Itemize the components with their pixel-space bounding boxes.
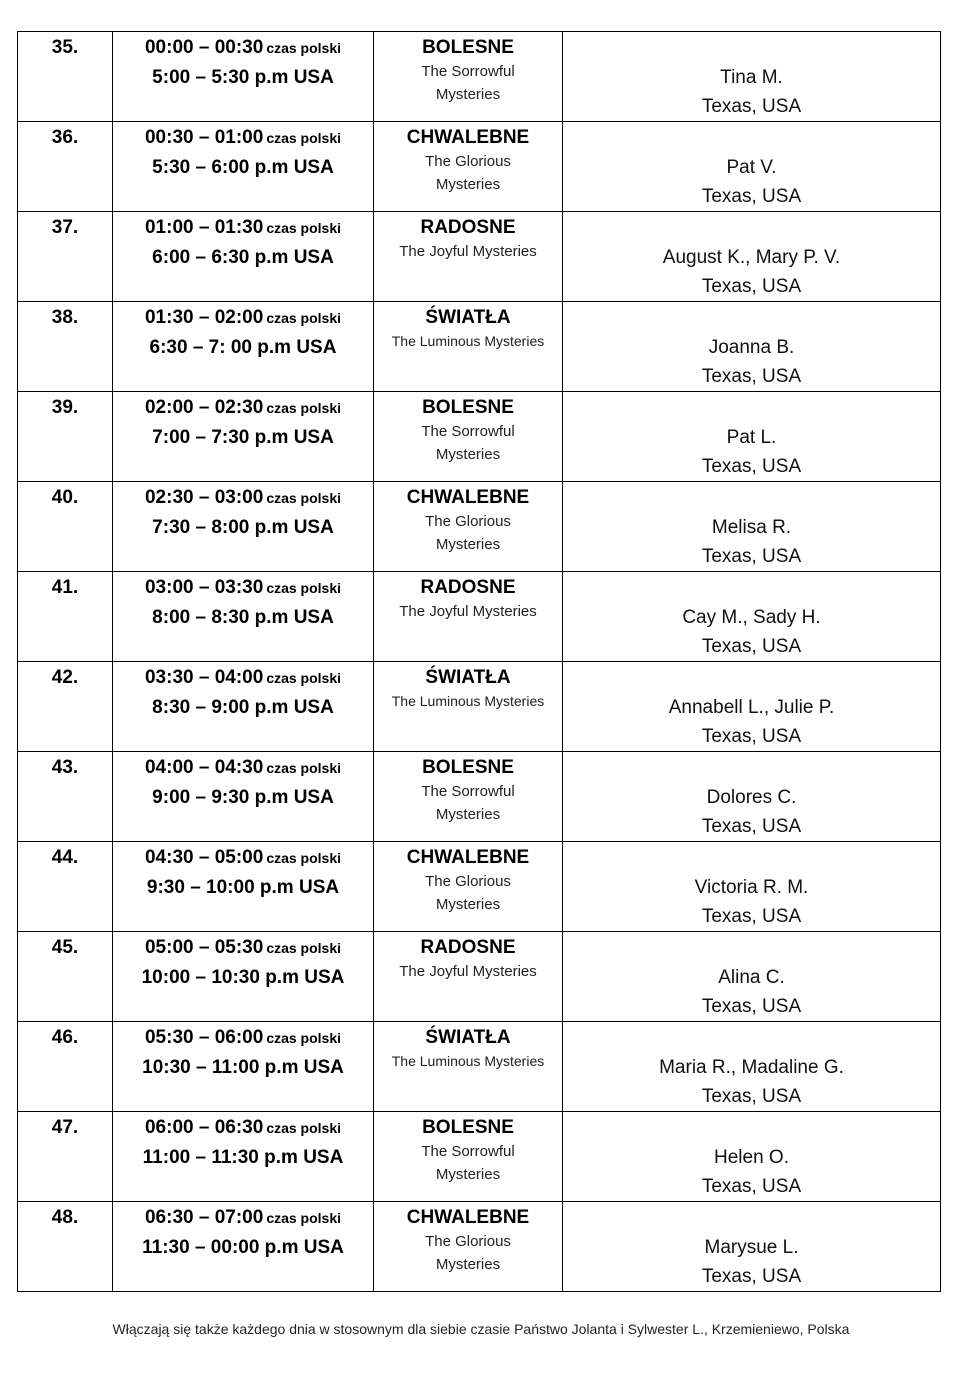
mystery-english: The Joyful Mysteries [399,603,537,620]
row-number: 43. [51,757,79,778]
participant-location: Texas, USA [701,366,802,387]
participant-location: Texas, USA [701,456,802,477]
participant-name: Marysue L. [704,1237,799,1258]
row-number: 48. [51,1207,79,1228]
participant-cell [563,302,941,392]
participant-location: Texas, USA [701,546,802,567]
usa-time: 6:30 – 7: 00 p.m USA [149,337,337,358]
participant-name: August K., Mary P. V. [662,247,841,268]
polish-time-label: czas polski [266,1120,342,1136]
polish-time [113,392,373,418]
participant-block [563,572,940,661]
participant-location: Texas, USA [701,636,802,657]
row-number: 39. [51,397,79,418]
mystery-english: The Glorious Mysteries [425,513,511,553]
mystery-english: The Luminous Mysteries [391,693,545,709]
mystery-name: RADOSNE [420,937,516,958]
usa-time: 7:00 – 7:30 p.m USA [152,427,334,448]
participant-block [563,932,940,1021]
rosary-schedule-table [17,31,941,1292]
mystery-cell [374,392,563,482]
mystery-cell [374,1022,563,1112]
participant-name: Pat V. [726,157,777,178]
row-number-cell [18,1202,113,1292]
participant-block [563,482,940,571]
row-number: 35. [51,37,79,58]
row-number-cell [18,1022,113,1112]
polish-time [113,212,373,238]
mystery-cell [374,122,563,212]
mystery-name: CHWALEBNE [406,127,530,148]
polish-time-label: czas polski [266,490,342,506]
polish-time-range: 00:00 – 00:30 [144,37,264,58]
polish-time-range: 02:30 – 03:00 [144,487,264,508]
polish-time-range: 01:30 – 02:00 [144,307,264,328]
polish-time-range: 04:00 – 04:30 [144,757,264,778]
row-number: 42. [51,667,79,688]
polish-time [113,1022,373,1048]
polish-time [113,842,373,868]
row-number-cell [18,302,113,392]
mystery-english: The Joyful Mysteries [399,243,537,260]
mystery-english: The Sorrowful Mysteries [421,1143,515,1183]
schedule-body [18,32,941,1292]
row-number-cell [18,482,113,572]
row-number-cell [18,572,113,662]
time-cell [113,392,374,482]
row-number: 37. [51,217,79,238]
polish-time [113,752,373,778]
participant-location: Texas, USA [701,906,802,927]
time-cell [113,932,374,1022]
polish-time-label: czas polski [266,130,342,146]
usa-time: 5:30 – 6:00 p.m USA [152,157,334,178]
time-cell [113,1112,374,1202]
participant-block [563,302,940,391]
participant-cell [563,122,941,212]
participant-cell [563,1022,941,1112]
table-row [18,1022,941,1112]
mystery-english: The Sorrowful Mysteries [421,423,515,463]
mystery-cell [374,1202,563,1292]
polish-time-label: czas polski [266,670,342,686]
polish-time-range: 06:00 – 06:30 [144,1117,264,1138]
row-number: 46. [51,1027,79,1048]
participant-location: Texas, USA [701,1176,802,1197]
mystery-cell [374,32,563,122]
row-number-cell [18,842,113,932]
table-row [18,212,941,302]
mystery-english: The Joyful Mysteries [399,963,537,980]
polish-time [113,932,373,958]
polish-time-range: 04:30 – 05:00 [144,847,264,868]
polish-time-label: czas polski [266,940,342,956]
participant-block [563,392,940,481]
usa-time: 7:30 – 8:00 p.m USA [152,517,334,538]
mystery-cell [374,1112,563,1202]
row-number-cell [18,1112,113,1202]
mystery-cell [374,302,563,392]
mystery-name: CHWALEBNE [406,847,530,868]
usa-time: 8:00 – 8:30 p.m USA [152,607,334,628]
time-cell [113,32,374,122]
usa-time: 9:30 – 10:00 p.m USA [146,877,340,898]
table-row [18,32,941,122]
participant-location: Texas, USA [701,1086,802,1107]
row-number: 45. [51,937,79,958]
polish-time-label: czas polski [266,220,342,236]
table-row [18,1202,941,1292]
row-number: 36. [51,127,79,148]
row-number-cell [18,212,113,302]
mystery-english: The Luminous Mysteries [391,333,545,349]
participant-name: Maria R., Madaline G. [659,1057,844,1078]
polish-time-label: czas polski [266,580,342,596]
participant-name: Tina M. [720,67,783,88]
participant-name: Joanna B. [708,337,795,358]
participant-block [563,752,940,841]
row-number: 38. [51,307,79,328]
time-cell [113,662,374,752]
participant-name: Alina C. [718,967,785,988]
polish-time-range: 01:00 – 01:30 [144,217,264,238]
usa-time: 11:30 – 00:00 p.m USA [142,1237,344,1258]
participant-cell [563,482,941,572]
time-cell [113,752,374,842]
table-row [18,662,941,752]
polish-time-label: czas polski [266,40,342,56]
table-row [18,842,941,932]
mystery-cell [374,212,563,302]
table-row [18,482,941,572]
polish-time-label: czas polski [266,850,342,866]
mystery-cell [374,932,563,1022]
usa-time: 5:00 – 5:30 p.m USA [152,67,334,88]
polish-time-range: 00:30 – 01:00 [144,127,264,148]
participant-block [563,1112,940,1201]
participant-name: Cay M., Sady H. [682,607,821,628]
usa-time: 6:00 – 6:30 p.m USA [152,247,334,268]
row-number-cell [18,122,113,212]
mystery-cell [374,842,563,932]
polish-time-label: czas polski [266,400,342,416]
row-number: 47. [51,1117,79,1138]
row-number-cell [18,752,113,842]
mystery-english: The Glorious Mysteries [425,873,511,913]
polish-time [113,302,373,328]
participant-location: Texas, USA [701,276,802,297]
participant-cell [563,212,941,302]
participant-cell [563,392,941,482]
participant-cell [563,752,941,842]
participant-block [563,1022,940,1111]
time-cell [113,572,374,662]
participant-block [563,1202,940,1291]
participant-block [563,662,940,751]
time-cell [113,842,374,932]
polish-time-range: 02:00 – 02:30 [144,397,264,418]
participant-cell [563,1112,941,1202]
polish-time-range: 03:00 – 03:30 [144,577,264,598]
participant-name: Melisa R. [711,517,792,538]
participant-name: Helen O. [714,1147,789,1168]
mystery-name: ŚWIATŁA [425,1027,511,1048]
polish-time [113,1202,373,1228]
row-number-cell [18,32,113,122]
table-row [18,572,941,662]
polish-time [113,1112,373,1138]
mystery-cell [374,572,563,662]
polish-time [113,482,373,508]
table-row [18,392,941,482]
participant-location: Texas, USA [701,96,802,117]
participant-cell [563,32,941,122]
polish-time [113,122,373,148]
mystery-name: BOLESNE [422,1117,514,1138]
mystery-name: BOLESNE [422,397,514,418]
polish-time-range: 06:30 – 07:00 [144,1207,264,1228]
participant-block [563,32,940,121]
participant-location: Texas, USA [701,726,802,747]
mystery-name: BOLESNE [422,37,514,58]
polish-time [113,32,373,58]
mystery-name: ŚWIATŁA [425,307,511,328]
mystery-english: The Luminous Mysteries [391,1053,545,1069]
row-number: 44. [51,847,79,868]
row-number-cell [18,392,113,482]
polish-time-range: 03:30 – 04:00 [144,667,264,688]
row-number-cell [18,662,113,752]
time-cell [113,1202,374,1292]
participant-name: Pat L. [726,427,777,448]
participant-location: Texas, USA [701,1266,802,1287]
table-row [18,302,941,392]
table-row [18,752,941,842]
mystery-english: The Sorrowful Mysteries [421,63,515,103]
participant-name: Annabell L., Julie P. [668,697,835,718]
time-cell [113,302,374,392]
mystery-name: CHWALEBNE [406,1207,530,1228]
usa-time: 10:00 – 10:30 p.m USA [141,967,345,988]
footer-note: Włączają się także każdego dnia w stosownym dla siebie czasie Państwo Jolanta i Sylwester L., Krzemieniewo, Polska [112,1321,850,1337]
mystery-english: The Sorrowful Mysteries [421,783,515,823]
mystery-english: The Glorious Mysteries [425,153,511,193]
polish-time-label: czas polski [266,310,342,326]
table-row [18,932,941,1022]
usa-time: 11:00 – 11:30 p.m USA [142,1147,344,1168]
row-number: 40. [51,487,79,508]
usa-time: 9:00 – 9:30 p.m USA [152,787,334,808]
polish-time [113,662,373,688]
mystery-name: ŚWIATŁA [425,667,511,688]
usa-time: 8:30 – 9:00 p.m USA [152,697,334,718]
time-cell [113,482,374,572]
time-cell [113,122,374,212]
polish-time-label: czas polski [266,760,342,776]
table-row [18,122,941,212]
participant-cell [563,842,941,932]
participant-cell [563,572,941,662]
participant-location: Texas, USA [701,816,802,837]
participant-cell [563,662,941,752]
mystery-name: RADOSNE [420,577,516,598]
mystery-cell [374,662,563,752]
row-number-cell [18,932,113,1022]
participant-cell [563,932,941,1022]
participant-block [563,122,940,211]
usa-time: 10:30 – 11:00 p.m USA [142,1057,344,1078]
mystery-name: RADOSNE [420,217,516,238]
mystery-cell [374,752,563,842]
row-number: 41. [51,577,79,598]
polish-time-range: 05:30 – 06:00 [144,1027,264,1048]
participant-block [563,212,940,301]
time-cell [113,212,374,302]
time-cell [113,1022,374,1112]
participant-name: Dolores C. [706,787,797,808]
table-row [18,1112,941,1202]
polish-time [113,572,373,598]
mystery-cell [374,482,563,572]
participant-cell [563,1202,941,1292]
participant-block [563,842,940,931]
mystery-name: CHWALEBNE [406,487,530,508]
mystery-name: BOLESNE [422,757,514,778]
polish-time-range: 05:00 – 05:30 [144,937,264,958]
polish-time-label: czas polski [266,1030,342,1046]
polish-time-label: czas polski [266,1210,342,1226]
participant-location: Texas, USA [701,996,802,1017]
participant-location: Texas, USA [701,186,802,207]
mystery-english: The Glorious Mysteries [425,1233,511,1273]
participant-name: Victoria R. M. [694,877,809,898]
